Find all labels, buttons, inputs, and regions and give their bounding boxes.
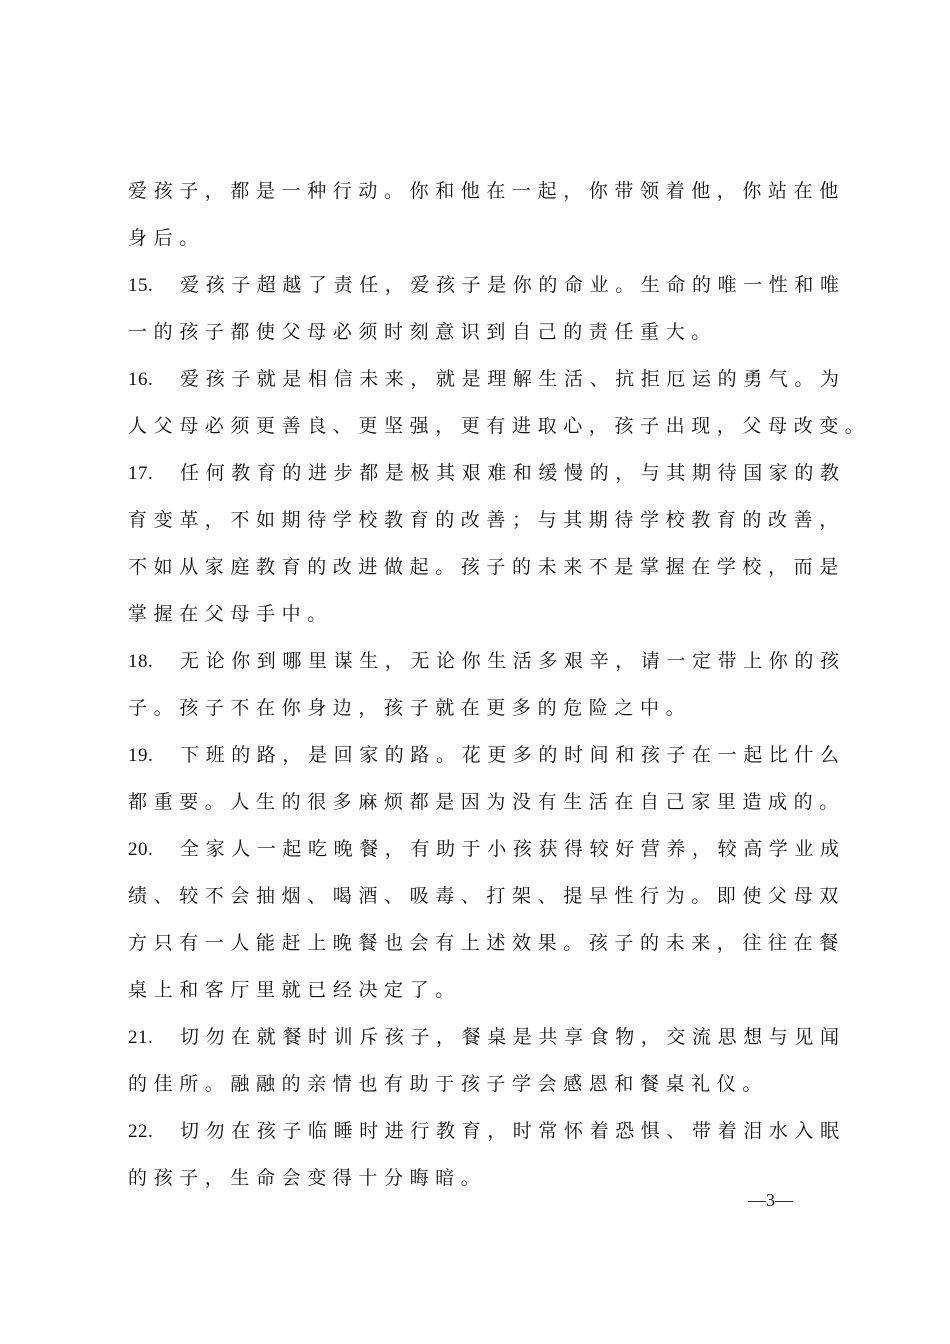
item-number: 20. <box>128 839 154 860</box>
line-text: 下班的路，是回家的路。花更多的时间和孩子在一起比什么 <box>180 744 846 766</box>
line-text: 的佳所。融融的亲情也有助于孩子学会感恩和餐桌礼仪。 <box>128 1073 769 1095</box>
line-text: 全家人一起吃晚餐，有助于小孩获得较好营养，较高学业成 <box>180 838 846 860</box>
item-number: 15. <box>128 275 154 296</box>
line-text: 不如从家庭教育的改进做起。孩子的未来不是掌握在学校，而是 <box>128 556 845 578</box>
text-line <box>128 877 848 924</box>
line-text: 桌上和客厅里就已经决定了。 <box>128 979 461 1001</box>
line-text: 绩、较不会抽烟、喝酒、吸毒、打架、提早性行为。即使父母双 <box>128 885 845 907</box>
text-line <box>128 454 848 501</box>
line-text: 育变革，不如期待学校教育的改善；与其期待学校教育的改善， <box>128 509 845 531</box>
text-line <box>128 971 848 1018</box>
line-text: 爱孩子就是相信未来，就是理解生活、抗拒厄运的勇气。为 <box>180 368 846 390</box>
text-line <box>128 407 871 454</box>
text-line <box>128 313 848 360</box>
text-line <box>128 595 848 642</box>
text-line <box>128 783 848 830</box>
text-line <box>128 736 848 783</box>
item-number: 22. <box>128 1121 154 1142</box>
text-line <box>128 1018 848 1065</box>
text-line <box>128 1065 848 1112</box>
line-text: 切勿在孩子临睡时进行教育，时常怀着恐惧、带着泪水入眠 <box>180 1120 846 1142</box>
item-number: 17. <box>128 463 154 484</box>
text-line <box>128 689 848 736</box>
item-number: 19. <box>128 745 154 766</box>
item-number: 21. <box>128 1027 154 1048</box>
text-line <box>128 172 848 219</box>
line-text: 人父母必须更善良、更坚强，更有进取心，孩子出现，父母改变。 <box>128 415 871 437</box>
line-text: 一的孩子都使父母必须时刻意识到自己的责任重大。 <box>128 321 717 343</box>
text-line <box>128 642 848 689</box>
line-text: 子。孩子不在你身边，孩子就在更多的危险之中。 <box>128 697 692 719</box>
line-text: 切勿在就餐时训斥孩子，餐桌是共享食物，交流思想与见闻 <box>180 1026 846 1048</box>
text-line <box>128 360 848 407</box>
text-line <box>128 501 848 548</box>
line-text: 身后。 <box>128 227 205 249</box>
line-text: 掌握在父母手中。 <box>128 603 333 625</box>
text-line <box>128 1159 848 1206</box>
line-text: 无论你到哪里谋生，无论你生活多艰辛，请一定带上你的孩 <box>180 650 846 672</box>
line-text: 的孩子，生命会变得十分晦暗。 <box>128 1167 487 1189</box>
item-number: 18. <box>128 651 154 672</box>
item-number: 16. <box>128 369 154 390</box>
text-line <box>128 548 848 595</box>
document-body <box>128 172 871 1206</box>
text-line <box>128 1112 848 1159</box>
line-text: 爱孩子超越了责任，爱孩子是你的命业。生命的唯一性和唯 <box>180 274 846 296</box>
text-line <box>128 219 848 266</box>
text-line <box>128 830 848 877</box>
line-text: 都重要。人生的很多麻烦都是因为没有生活在自己家里造成的。 <box>128 791 845 813</box>
line-text: 爱孩子，都是一种行动。你和他在一起，你带领着他，你站在他 <box>128 180 845 202</box>
page-number: —3— <box>748 1190 793 1210</box>
text-line <box>128 266 848 313</box>
text-line <box>128 924 848 971</box>
line-text: 方只有一人能赶上晚餐也会有上述效果。孩子的未来，往往在餐 <box>128 932 845 954</box>
line-text: 任何教育的进步都是极其艰难和缓慢的，与其期待国家的教 <box>180 462 846 484</box>
